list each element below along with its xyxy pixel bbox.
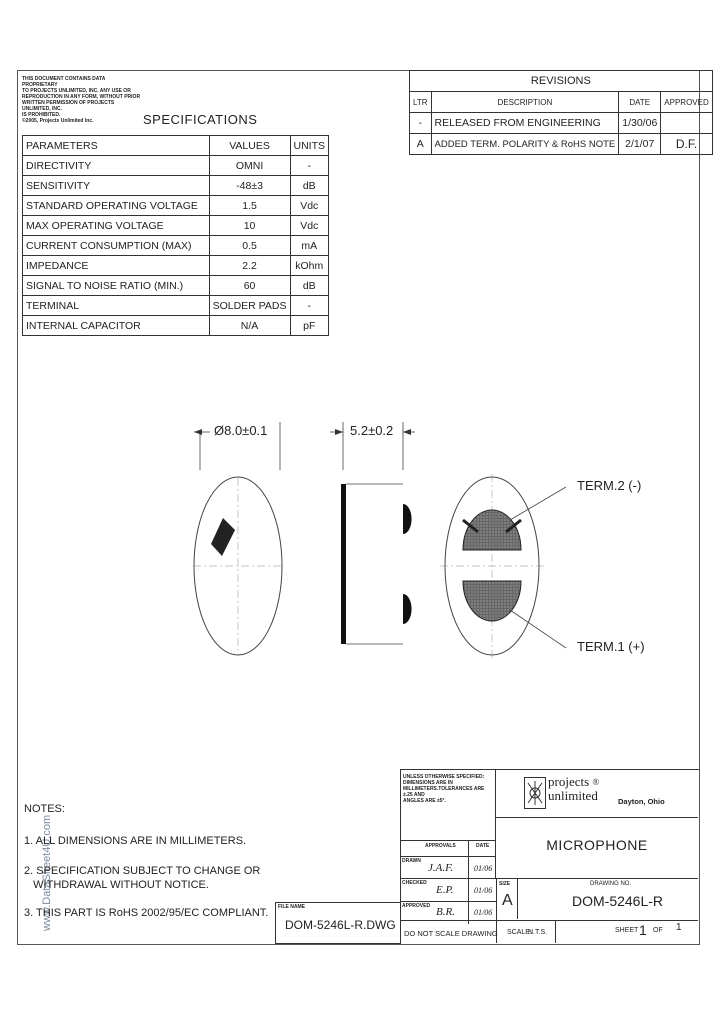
spec-value: 0.5 (209, 236, 290, 256)
no-scale-note: DO NOT SCALE DRAWING (404, 929, 498, 938)
spec-param: SENSITIVITY (23, 176, 210, 196)
specifications-title: SPECIFICATIONS (143, 112, 258, 127)
company-name (548, 775, 599, 803)
notice-line: WRITTEN PERMISSION OF PROJECTS UNLIMITED, INC. (22, 100, 115, 112)
spec-value: -48±3 (209, 176, 290, 196)
spec-header-value: VALUES (209, 136, 290, 156)
drawing-no-label: DRAWING NO. (590, 881, 632, 887)
scale-value: N.T.S. (528, 929, 548, 936)
file-name: DOM-5246L-R.DWG (285, 918, 396, 932)
term1-label: TERM.1 (+) (577, 639, 645, 654)
spec-unit: pF (290, 316, 329, 336)
rev-date: 1/30/06 (619, 113, 661, 134)
spec-value: 10 (209, 216, 290, 236)
rev-ltr: A (410, 134, 432, 155)
spec-param: SIGNAL TO NOISE RATIO (MIN.) (23, 276, 210, 296)
notice-line: IS PROHIBITED. (22, 112, 61, 118)
spec-unit: Vdc (290, 216, 329, 236)
drawn-date: 01/06 (474, 864, 493, 873)
rev-header-approved: APPROVED (661, 92, 712, 113)
sheet-number: 1 (639, 922, 647, 938)
size-label: SIZE (499, 881, 511, 887)
note-item: 3. THIS PART IS RoHS 2002/95/EC COMPLIANT. (24, 907, 269, 919)
spec-param: DIRECTIVITY (23, 156, 210, 176)
back-view (440, 474, 566, 660)
tolerance-note (403, 774, 495, 804)
company-line2: unlimited (548, 788, 598, 803)
spec-unit: mA (290, 236, 329, 256)
notice-line: REPRODUCTION IN ANY FORM, WITHOUT PRIOR (22, 94, 141, 100)
rev-desc: ADDED TERM. POLARITY & RoHS NOTE (431, 134, 619, 155)
rev-date: 2/1/07 (619, 134, 661, 155)
spec-param: IMPEDANCE (23, 256, 210, 276)
rev-header-date: DATE (619, 92, 661, 113)
checked-label: CHECKED (402, 880, 427, 886)
spec-value: OMNI (209, 156, 290, 176)
approved-by: B.R. (436, 906, 455, 918)
registered-mark: ® (592, 777, 600, 787)
note-item: WITHDRAWAL WITHOUT NOTICE. (24, 879, 209, 891)
file-name-label: FILE NAME (278, 904, 305, 910)
spec-unit: Vdc (290, 196, 329, 216)
spec-param: INTERNAL CAPACITOR (23, 316, 210, 336)
of-label: OF (653, 927, 663, 934)
spec-param: STANDARD OPERATING VOLTAGE (23, 196, 210, 216)
spec-value: 60 (209, 276, 290, 296)
part-title: MICROPHONE (546, 837, 648, 853)
rev-header-desc: DESCRIPTION (431, 92, 619, 113)
diameter-dimension: Ø8.0±0.1 (214, 423, 268, 438)
tolerance-line: DIMENSIONS ARE IN (403, 780, 453, 786)
spec-value: 1.5 (209, 196, 290, 216)
diaphragm-marker-icon (211, 518, 235, 556)
revisions-title: REVISIONS (410, 71, 713, 92)
spec-unit: - (290, 296, 329, 316)
notes-title: NOTES: (24, 803, 65, 815)
spec-param: MAX OPERATING VOLTAGE (23, 216, 210, 236)
drawn-label: DRAWN (402, 858, 421, 864)
checked-by: E.P. (436, 884, 454, 896)
approved-label: APPROVED (402, 903, 431, 909)
company-line1: projects (548, 774, 590, 789)
spec-value: SOLDER PADS (209, 296, 290, 316)
checked-date: 01/06 (474, 886, 493, 895)
rev-header-ltr: LTR (410, 92, 432, 113)
approvals-date-label: DATE (476, 843, 490, 849)
spec-unit: kOhm (290, 256, 329, 276)
rev-approved: D.F. (661, 134, 712, 155)
side-view (330, 422, 415, 644)
notice-line: THIS DOCUMENT CONTAINS DATA PROPRIETARY (22, 76, 106, 88)
rev-ltr: - (410, 113, 432, 134)
spec-unit: dB (290, 176, 329, 196)
sheet-label: SHEET (615, 927, 639, 934)
term1-pad (463, 581, 521, 621)
notice-line: ©2005, Projects Unlimited Inc. (22, 118, 94, 124)
note-item: 1. ALL DIMENSIONS ARE IN MILLIMETERS. (24, 835, 247, 847)
rev-desc: RELEASED FROM ENGINEERING (431, 113, 619, 134)
term2-label: TERM.2 (-) (577, 478, 642, 493)
watermark: www.DataSheet4U.com (41, 814, 53, 931)
notes (24, 802, 268, 920)
front-view (193, 422, 283, 655)
spec-header-unit: UNITS (290, 136, 329, 156)
spec-param: CURRENT CONSUMPTION (MAX) (23, 236, 210, 256)
spec-value: N/A (209, 316, 290, 336)
notice-line: TO PROJECTS UNLIMITED, INC. ANY USE OR (22, 88, 131, 94)
approved-date: 01/06 (474, 908, 493, 917)
scale-label: SCALE: (507, 929, 532, 936)
company-location: Dayton, Ohio (618, 797, 665, 806)
drawn-by: J.A.F. (428, 862, 454, 874)
spec-unit: dB (290, 276, 329, 296)
note-item: 2. SPECIFICATION SUBJECT TO CHANGE OR (24, 865, 261, 877)
spec-param: TERMINAL (23, 296, 210, 316)
spec-unit: - (290, 156, 329, 176)
of-number: 1 (676, 922, 682, 933)
tolerance-line: ANGLES ARE ±5°. (403, 798, 446, 804)
company-logo-icon (524, 777, 546, 809)
term2-pad (463, 510, 521, 550)
tolerance-line: UNLESS OTHERWISE SPECIFIED: (403, 774, 485, 780)
spec-header-param: PARAMETERS (23, 136, 210, 156)
size-value: A (502, 892, 513, 909)
approvals-label: APPROVALS (425, 843, 456, 849)
height-dimension: 5.2±0.2 (350, 423, 394, 438)
tolerance-line: MILLIMETERS.TOLERANCES ARE ±.25 AND (403, 786, 485, 798)
spec-value: 2.2 (209, 256, 290, 276)
drawing-number: DOM-5246L-R (572, 893, 664, 909)
